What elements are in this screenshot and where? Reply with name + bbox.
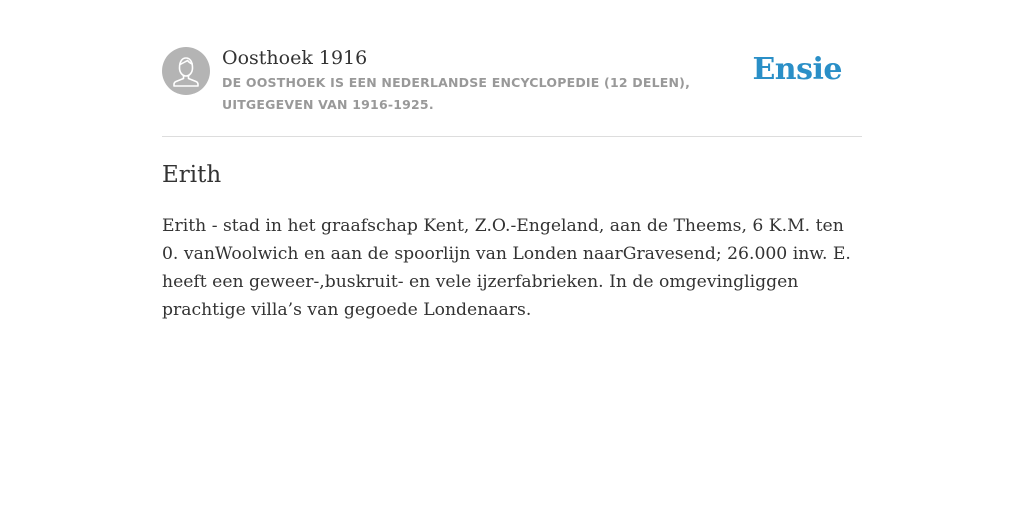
entry-body: Erith - stad in het graafschap Kent, Z.O.-Engeland, aan de Theems, 6 K.M. ten 0. vanWoolwich en aan de spoorlijn van Londen naarGravesend; 26.000 inw. E. heeft een geweer-,buskruit- en vele ijzerfabrieken. In de omgevingliggen prachtige villa’s van gegoede Londenaars. [162,216,851,320]
entry-title: Erith [162,162,222,188]
source-name[interactable]: Oosthoek 1916 [222,47,368,69]
ensie-logo[interactable]: Ensie [752,52,842,87]
user-avatar-icon [162,47,210,95]
source-description: DE OOSTHOEK IS EEN NEDERLANDSE ENCYCLOPEDIE (12 DELEN), UITGEGEVEN VAN 1916-1925. [222,75,691,112]
source-header [162,44,862,137]
source-avatar[interactable] [162,47,210,95]
